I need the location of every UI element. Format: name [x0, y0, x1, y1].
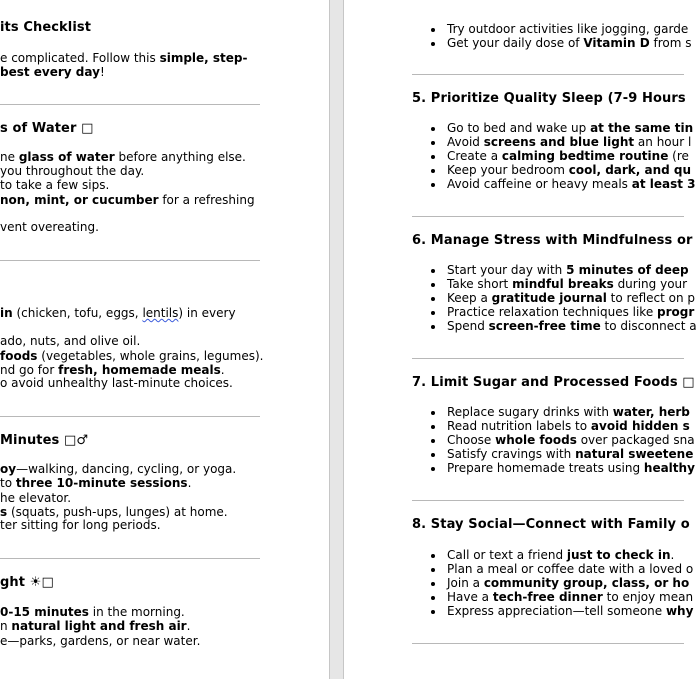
- intro-line-1: e complicated. Follow this simple, step-: [0, 51, 248, 65]
- food-line: o avoid unhealthy last-minute choices.: [0, 376, 233, 390]
- section-sun-heading: ght ☀□: [0, 575, 54, 590]
- list-item: Call or text a friend just to check in.: [344, 548, 693, 562]
- list-item: Spend screen-free time to disconnect a: [344, 319, 697, 333]
- move-line: he elevator.: [0, 491, 72, 505]
- water-line: you throughout the day.: [0, 164, 145, 178]
- list-item: Satisfy cravings with natural sweetene: [344, 447, 695, 461]
- section-move-heading: Minutes □♂: [0, 433, 89, 448]
- list-item: Go to bed and wake up at the same tin: [344, 121, 696, 135]
- section-6-heading: 6. Manage Stress with Mindfulness or: [412, 233, 693, 248]
- list-item: Have a tech-free dinner to enjoy mean: [344, 590, 693, 604]
- bullet-list: [344, 405, 695, 475]
- list-item: Read nutrition labels to avoid hidden s: [344, 419, 695, 433]
- intro-line-2: best every day!: [0, 65, 105, 79]
- sun-line: n natural light and fresh air.: [0, 619, 191, 633]
- section-divider: [412, 500, 684, 501]
- water-line: to take a few sips.: [0, 178, 110, 192]
- food-line: foods (vegetables, whole grains, legumes).: [0, 349, 264, 363]
- water-line: non, mint, or cucumber for a refreshing: [0, 193, 255, 207]
- list-item: Plan a meal or coffee date with a loved o: [344, 562, 693, 576]
- move-line: to three 10-minute sessions.: [0, 476, 192, 490]
- sun-line: 0-15 minutes in the morning.: [0, 605, 185, 619]
- page-gap: [329, 0, 344, 679]
- list-item: Prepare homemade treats using healthy: [344, 461, 695, 475]
- checklist-title: its Checklist: [0, 20, 92, 35]
- list-item: Get your daily dose of Vitamin D from s: [344, 36, 691, 50]
- section-7-heading: 7. Limit Sugar and Processed Foods □: [412, 375, 695, 390]
- section-divider: [0, 260, 260, 261]
- section-water-heading: s of Water □: [0, 121, 94, 136]
- bullet-list: [344, 263, 697, 333]
- move-line: oy—walking, dancing, cycling, or yoga.: [0, 462, 237, 476]
- section-divider: [0, 416, 260, 417]
- food-line: in (chicken, tofu, eggs, lentils) in every: [0, 306, 236, 320]
- list-item: Join a community group, class, or ho: [344, 576, 693, 590]
- section-divider: [412, 216, 684, 217]
- water-line: ne glass of water before anything else.: [0, 150, 246, 164]
- list-item: Replace sugary drinks with water, herb: [344, 405, 695, 419]
- food-line: ado, nuts, and olive oil.: [0, 334, 141, 348]
- section-5-heading: 5. Prioritize Quality Sleep (7-9 Hours: [412, 91, 686, 106]
- list-item: Keep a gratitude journal to reflect on p: [344, 291, 697, 305]
- list-item: Practice relaxation techniques like progr: [344, 305, 697, 319]
- list-item: Keep your bedroom cool, dark, and qu: [344, 163, 696, 177]
- list-item: Choose whole foods over packaged sna: [344, 433, 695, 447]
- bullet-list: [344, 548, 693, 618]
- section-divider: [0, 104, 260, 105]
- section-divider: [412, 74, 684, 75]
- list-item: Start your day with 5 minutes of deep: [344, 263, 697, 277]
- list-item: Avoid caffeine or heavy meals at least 3: [344, 177, 696, 191]
- move-line: ter sitting for long periods.: [0, 518, 161, 532]
- section-divider: [0, 558, 260, 559]
- food-line: nd go for fresh, homemade meals.: [0, 363, 225, 377]
- move-line: s (squats, push-ups, lunges) at home.: [0, 505, 228, 519]
- list-item: Create a calming bedtime routine (re: [344, 149, 696, 163]
- list-item: Take short mindful breaks during your: [344, 277, 697, 291]
- document-page-left: [0, 0, 329, 679]
- bullet-list: [344, 121, 696, 191]
- document-page-right: [344, 0, 697, 679]
- list-item: Try outdoor activities like jogging, garde: [344, 22, 691, 36]
- list-item: Avoid screens and blue light an hour l: [344, 135, 696, 149]
- sun-line: e—parks, gardens, or near water.: [0, 634, 201, 648]
- bullet-list: [344, 22, 691, 50]
- list-item: Express appreciation—tell someone why: [344, 604, 693, 618]
- water-line: vent overeating.: [0, 220, 99, 234]
- section-divider: [412, 643, 684, 644]
- section-divider: [412, 358, 684, 359]
- section-8-heading: 8. Stay Social—Connect with Family o: [412, 517, 690, 532]
